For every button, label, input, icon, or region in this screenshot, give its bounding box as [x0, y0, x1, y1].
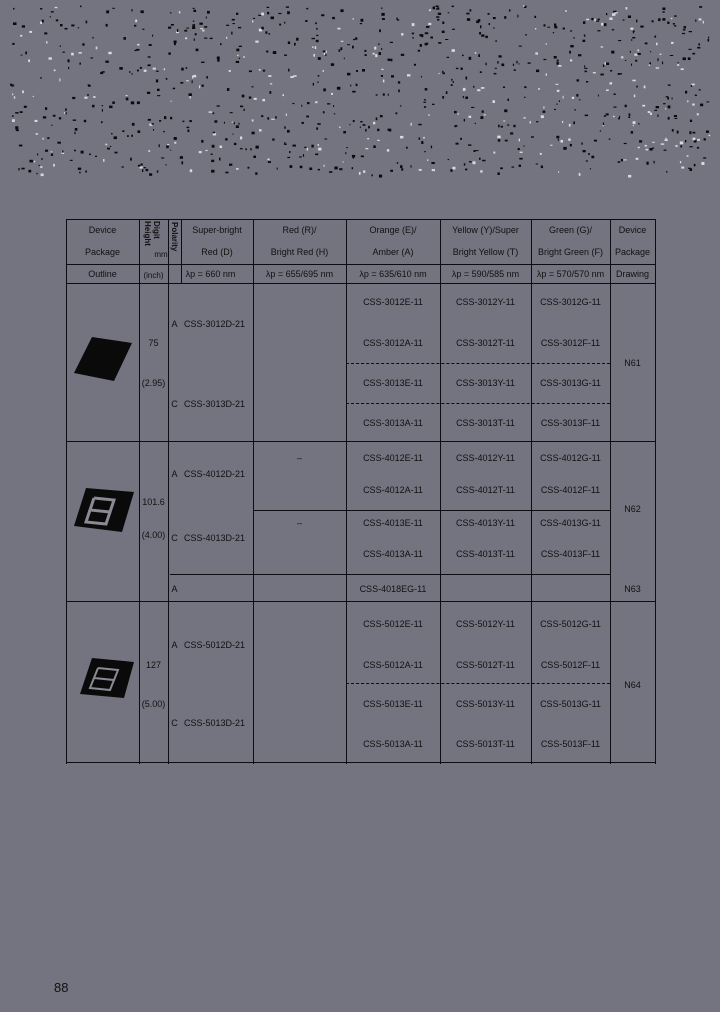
part-number: CSS-3012F-11	[540, 338, 601, 348]
digit-height-mm: 127	[145, 660, 162, 670]
header-amber: Amber (A)	[372, 247, 414, 257]
polarity-cathode: C	[171, 533, 178, 543]
polarity-anode: A	[171, 584, 178, 594]
part-number: CSS-3012Y-11	[455, 297, 516, 307]
drawing-code: N61	[624, 358, 641, 368]
part-number: CSS-5012Y-11	[455, 619, 516, 629]
part-number: CSS-3012G-11	[540, 297, 601, 307]
digit-height-inch: (4.00)	[141, 530, 166, 540]
part-number: CSS-4013F-11	[540, 549, 601, 559]
polarity-cathode: C	[171, 399, 178, 409]
part-number: CSS-5013G-11	[540, 699, 601, 709]
superbright-cathode-part: CSS-5013D-21	[184, 718, 246, 728]
header-package: Package	[84, 247, 121, 257]
header-yellow-wavelength: λp = 590/585 nm	[451, 269, 520, 279]
header-outline: Outline	[88, 269, 117, 279]
header-bright-red: Bright Red (H)	[270, 247, 329, 257]
part-number: CSS-5013Y-11	[455, 699, 516, 709]
part-number: CSS-5012F-11	[540, 660, 601, 670]
superbright-cathode-part: CSS-3013D-21	[184, 399, 246, 409]
header-orange-wavelength: λp = 635/610 nm	[359, 269, 427, 279]
drawing-code: N64	[624, 680, 641, 690]
polarity-anode: A	[171, 319, 178, 329]
part-number: CSS-3013G-11	[540, 378, 601, 388]
part-number: CSS-5013E-11	[363, 699, 423, 709]
header-drawing-package: Package	[614, 247, 651, 257]
part-number: CSS-4012E-11	[363, 453, 423, 463]
part-number: CSS-3012T-11	[456, 338, 515, 348]
part-number: CSS-4013G-11	[540, 518, 601, 528]
digit-height-inch: (2.95)	[141, 378, 166, 388]
part-number: CSS-4013A-11	[363, 549, 423, 559]
drawing-code: N62	[624, 504, 641, 514]
package-outline-101mm-icon	[70, 486, 136, 534]
header-device: Device	[88, 225, 117, 235]
part-number: CSS-3013T-11	[456, 418, 515, 428]
header-bright-green: Bright Green (F)	[537, 247, 604, 257]
header-digit-height: Digit Height	[143, 221, 161, 246]
part-number: CSS-3013F-11	[540, 418, 601, 428]
part-number: CSS-4012A-11	[363, 485, 423, 495]
header-polarity: Polarity	[170, 222, 179, 252]
superbright-cathode-part: CSS-4013D-21	[184, 533, 246, 543]
part-number: CSS-5013F-11	[540, 739, 601, 749]
part-number: CSS-5013A-11	[363, 739, 423, 749]
part-number: CSS-5012G-11	[540, 619, 601, 629]
part-number: CSS-3012A-11	[363, 338, 423, 348]
part-number: CSS-3013E-11	[363, 378, 423, 388]
header-red: Red (R)/	[282, 225, 317, 235]
header-red-wavelength: λp = 655/695 nm	[265, 269, 334, 279]
part-number: CSS-3013A-11	[363, 418, 423, 428]
header-bright-yellow: Bright Yellow (T)	[452, 247, 519, 257]
header-superbright-wavelength: λp = 660 nm	[185, 269, 236, 279]
part-number: CSS-4012T-11	[456, 485, 515, 495]
part-number: CSS-4013T-11	[456, 549, 515, 559]
package-outline-127mm-icon	[76, 654, 138, 702]
part-number: CSS-5012A-11	[363, 660, 423, 670]
superbright-anode-part: CSS-4012D-21	[184, 469, 246, 479]
polarity-cathode: C	[171, 718, 178, 728]
digit-height-mm: 75	[148, 338, 159, 348]
header-green: Green (G)/	[548, 225, 592, 235]
polarity-anode: A	[171, 640, 178, 650]
part-number: CSS-4012F-11	[540, 485, 601, 495]
header-superbright: Super-bright	[192, 225, 242, 235]
header-superbright-red: Red (D)	[201, 247, 233, 257]
part-number: CSS-4012G-11	[540, 453, 601, 463]
part-number: CSS-4012Y-11	[455, 453, 516, 463]
part-number: CSS-5012T-11	[456, 660, 515, 670]
polarity-anode: A	[171, 469, 178, 479]
page-number: 88	[54, 980, 69, 995]
red-anode-part: –	[296, 453, 302, 463]
package-outline-75mm-icon	[72, 335, 134, 383]
header-orange: Orange (E)/	[369, 225, 417, 235]
digit-height-inch: (5.00)	[141, 699, 166, 709]
part-number: CSS-5013T-11	[456, 739, 515, 749]
part-number: CSS-3013Y-11	[455, 378, 516, 388]
header-green-wavelength: λp = 570/570 nm	[536, 269, 605, 279]
part-number: CSS-5012E-11	[363, 619, 423, 629]
superbright-anode-part: CSS-3012D-21	[184, 319, 246, 329]
scan-noise	[0, 0, 720, 190]
digit-height-mm: 101.6	[142, 497, 165, 507]
part-number: CSS-4013E-11	[363, 518, 423, 528]
red-cathode-part: –	[296, 518, 302, 528]
header-yellow: Yellow (Y)/Super	[452, 225, 519, 235]
part-number: CSS-3012E-11	[363, 297, 423, 307]
header-inch: (inch)	[143, 271, 164, 280]
part-number: CSS-4018EG-11	[359, 584, 427, 594]
header-drawing-device: Device	[618, 225, 647, 235]
header-drawing: Drawing	[615, 269, 649, 279]
header-mm: mm	[154, 250, 168, 259]
superbright-anode-part: CSS-5012D-21	[184, 640, 246, 650]
drawing-code: N63	[624, 584, 641, 594]
part-number: CSS-4013Y-11	[455, 518, 516, 528]
